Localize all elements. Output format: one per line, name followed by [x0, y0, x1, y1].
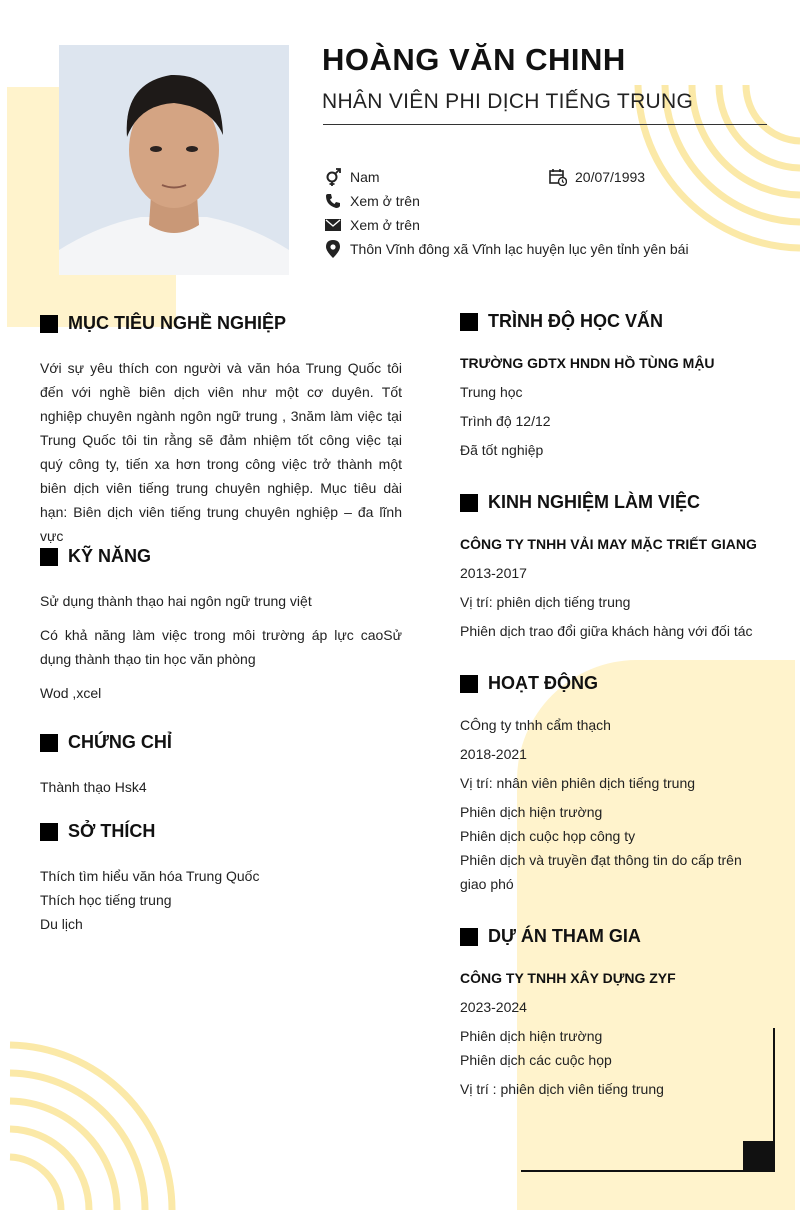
experience-heading — [460, 492, 700, 513]
education-heading — [460, 311, 663, 332]
email-row — [324, 216, 420, 234]
experience-line: Phiên dịch trao đổi giữa khách hàng với đối tác — [460, 623, 753, 639]
hobby-item: Thích học tiếng trung — [40, 892, 172, 908]
skills-title: KỸ NĂNG — [68, 546, 152, 566]
activities-title: HOẠT ĐỘNG — [488, 673, 598, 693]
objective-text: Với sự yêu thích con người và văn hóa Trung Quốc tôi đến với nghề biên dịch viên như một cơ duyên. Tốt nghiệp chuyên ngành ngôn ngữ trung , 3năm làm việc tại Trung Quốc tôi tin rằng sẽ đảm nhiệm tốt công việc tại quý công ty, tiến xa hơn trong công việc trở thành một biên dịch viên tiếng trung chuyên nghiệp. Mục tiêu dài hạn: Biên dịch viên tiếng trung chuyên nghiệp – đa lĩnh vực — [40, 360, 402, 544]
header-divider — [323, 124, 767, 125]
birthdate-value: 20/07/1993 — [575, 169, 646, 185]
skill-item: Có khả năng làm việc trong môi trường áp lực caoSử dụng thành thạo tin học văn phòng — [40, 627, 402, 667]
skill-item: Sử dụng thành thạo hai ngôn ngữ trung việt — [40, 593, 312, 609]
address-row — [324, 240, 689, 258]
education-line: Trình độ 12/12 — [460, 413, 551, 429]
activity-duty: Phiên dịch cuộc họp công ty — [460, 828, 636, 844]
project-duty: Phiên dịch hiện trường — [460, 1028, 603, 1044]
certificate-item: Thành thạo Hsk4 — [40, 779, 147, 795]
gender-row — [324, 168, 380, 186]
certificates-title: CHỨNG CHỈ — [68, 732, 172, 752]
experience-line: Vị trí: phiên dịch tiếng trung — [460, 594, 631, 610]
activities-heading — [460, 673, 598, 694]
location-pin-icon — [324, 240, 342, 258]
email-value: Xem ở trên — [350, 217, 420, 233]
experience-title: KINH NGHIỆM LÀM VIỆC — [488, 492, 701, 512]
hobbies-title: SỞ THÍCH — [68, 821, 156, 841]
experience-line: 2013-2017 — [460, 565, 527, 581]
gender-icon — [324, 168, 342, 186]
section-marker — [40, 823, 58, 841]
project-company: CÔNG TY TNHH XÂY DỰNG ZYF — [460, 970, 676, 986]
projects-heading — [460, 926, 641, 947]
skill-item: Wod ,xcel — [40, 685, 102, 701]
project-duty: Phiên dịch các cuộc họp — [460, 1052, 612, 1068]
objective-heading — [40, 313, 286, 334]
calendar-icon — [549, 168, 567, 186]
section-marker — [460, 313, 478, 331]
education-title: TRÌNH ĐỘ HỌC VẤN — [488, 311, 663, 331]
activity-duty: Phiên dịch hiện trường — [460, 804, 603, 820]
objective-title: MỤC TIÊU NGHỀ NGHIỆP — [68, 313, 287, 333]
phone-value: Xem ở trên — [350, 193, 420, 209]
hobby-item: Thích tìm hiểu văn hóa Trung Quốc — [40, 868, 260, 884]
project-period: 2023-2024 — [460, 999, 527, 1015]
section-marker — [460, 494, 478, 512]
projects-title: DỰ ÁN THAM GIA — [488, 926, 641, 946]
education-line: Trung học — [460, 384, 523, 400]
certificates-heading — [40, 732, 172, 753]
arc-decoration-bottom-left — [0, 1035, 185, 1210]
email-icon — [324, 216, 342, 234]
phone-row — [324, 192, 420, 210]
skills-heading — [40, 546, 151, 567]
section-marker — [460, 675, 478, 693]
birthdate-row — [549, 168, 645, 186]
section-marker — [40, 315, 58, 333]
section-marker — [40, 548, 58, 566]
project-position: Vị trí : phiên dịch viên tiếng trung — [460, 1081, 664, 1097]
activity-line: Vị trí: nhân viên phiên dịch tiếng trung — [460, 775, 696, 791]
job-title: NHÂN VIÊN PHI DỊCH TIẾNG TRUNG — [322, 90, 694, 113]
address-value: Thôn Vĩnh đông xã Vĩnh lạc huyện lục yên tỉnh yên bái — [350, 241, 689, 257]
activity-line: CÔng ty tnhh cẩm thạch — [460, 717, 611, 733]
phone-icon — [324, 192, 342, 210]
experience-company: CÔNG TY TNHH VẢI MAY MẶC TRIẾT GIANG — [460, 536, 757, 552]
hobbies-heading — [40, 821, 155, 842]
education-line: Đã tốt nghiệp — [460, 442, 544, 458]
gender-value: Nam — [350, 169, 380, 185]
section-marker — [40, 734, 58, 752]
activity-duty: Phiên dịch và truyền đạt thông tin do cấp trên giao phó — [460, 852, 742, 892]
hobby-item: Du lịch — [40, 916, 83, 932]
activity-line: 2018-2021 — [460, 746, 527, 762]
education-school: TRƯỜNG GDTX HNDN HỒ TÙNG MẬU — [460, 355, 715, 371]
avatar — [59, 45, 289, 275]
candidate-name: HOÀNG VĂN CHINH — [322, 42, 626, 77]
section-marker — [460, 928, 478, 946]
